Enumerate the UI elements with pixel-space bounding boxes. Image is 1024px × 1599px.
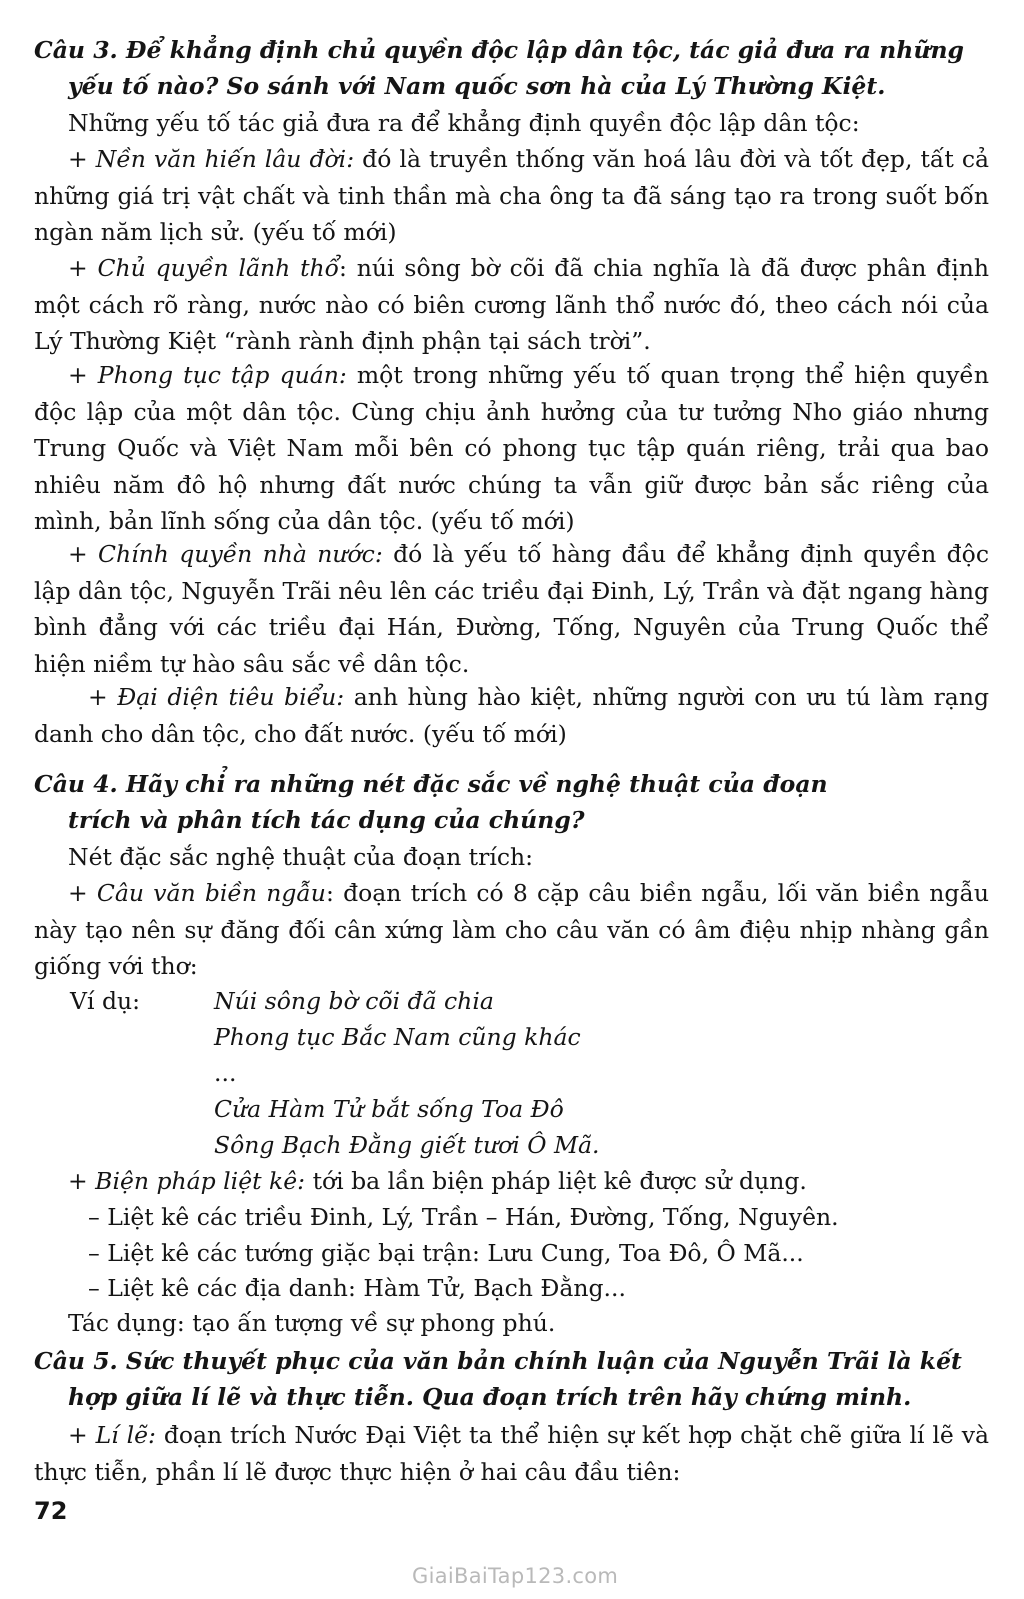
q4-effect: Tác dụng: tạo ấn tượng về sự phong phú. xyxy=(68,1309,556,1337)
q3-item-5: + Đại diện tiêu biểu: anh hùng hào kiệt, những người con ưu tú làm rạng danh cho dân tộc, cho đất nước. (yếu tố mới) xyxy=(34,683,989,748)
term: Câu văn biền ngẫu xyxy=(96,879,326,907)
verse-line: Sông Bạch Đằng giết tươi Ô Mã. xyxy=(214,1131,600,1159)
q4-intro: Nét đặc sắc nghệ thuật của đoạn trích: xyxy=(68,843,534,871)
question-3-line-1: Câu 3. Để khẳng định chủ quyền độc lập dân tộc, tác giả đưa ra những xyxy=(34,36,964,64)
term: Chủ quyền lãnh thổ xyxy=(97,254,340,282)
question-3-line-2: yếu tố nào? So sánh với Nam quốc sơn hà của Lý Thường Kiệt. xyxy=(68,72,886,100)
verse-line: Cửa Hàm Tử bắt sống Toa Đô xyxy=(214,1095,564,1123)
example-label: Ví dụ: xyxy=(70,987,141,1015)
q3-item-3: + Phong tục tập quán: một trong những yếu tố quan trọng thể hiện quyền độc lập của một dân tộc. Cùng chịu ảnh hưởng của tư tưởng Nho giáo nhưng Trung Quốc và Việt Nam mỗi bên có phong tục tập quán riêng, trải qua bao nhiêu năm đô hộ nhưng đất nước chúng ta vẫn giữ được bản sắc riêng của mình, bản lĩnh sống của dân tộc. (yếu tố mới) xyxy=(34,361,989,535)
verse-line: Núi sông bờ cõi đã chia xyxy=(214,987,494,1015)
q4-item-1: + Câu văn biền ngẫu: đoạn trích có 8 cặp câu biền ngẫu, lối văn biền ngẫu này tạo nên sự đăng đối cân xứng làm cho câu văn có âm điệu nhịp nhàng gần giống với thơ: xyxy=(34,879,990,980)
watermark: GiaiBaiTap123.com xyxy=(412,1564,619,1588)
term: Chính quyền nhà nước: xyxy=(98,540,383,568)
term: Lí lẽ: xyxy=(95,1421,156,1449)
term: Đại diện tiêu biểu: xyxy=(117,683,345,711)
question-3-heading xyxy=(34,32,994,104)
ellipsis: ... xyxy=(214,1059,237,1087)
page-number: 72 xyxy=(34,1497,68,1525)
term: Biện pháp liệt kê: xyxy=(95,1167,306,1195)
q3-intro: Những yếu tố tác giả đưa ra để khẳng định quyền độc lập dân tộc: xyxy=(68,109,860,137)
question-4-line-1: Câu 4. Hãy chỉ ra những nét đặc sắc về nghệ thuật của đoạn xyxy=(34,770,828,798)
q4-item-2: + Biện pháp liệt kê: tới ba lần biện pháp liệt kê được sử dụng. xyxy=(68,1167,807,1195)
list-item: – Liệt kê các địa danh: Hàm Tử, Bạch Đằng... xyxy=(88,1274,626,1302)
q5-item-1: + Lí lẽ: đoạn trích Nước Đại Việt ta thể hiện sự kết hợp chặt chẽ giữa lí lẽ và thực tiễn, phần lí lẽ được thực hiện ở hai câu đầu tiên: xyxy=(34,1421,989,1486)
list-item: – Liệt kê các triều Đinh, Lý, Trần – Hán, Đường, Tống, Nguyên. xyxy=(88,1203,839,1231)
q3-item-1: + Nền văn hiến lâu đời: đó là truyền thống văn hoá lâu đời và tốt đẹp, tất cả những giá trị vật chất và tinh thần mà cha ông ta đã sáng tạo ra trong suốt bốn ngàn năm lịch sử. (yếu tố mới) xyxy=(34,145,990,246)
q3-item-2: + Chủ quyền lãnh thổ: núi sông bờ cõi đã chia nghĩa là đã được phân định một cách rõ ràng, nước nào có biên cương lãnh thổ nước đó, theo cách nói của Lý Thường Kiệt “rành rành định phận tại sách trời”. xyxy=(34,254,989,355)
term: Nền văn hiến lâu đời: xyxy=(95,145,355,173)
example-verses xyxy=(214,983,600,1163)
question-5-line-2: hợp giữa lí lẽ và thực tiễn. Qua đoạn trích trên hãy chứng minh. xyxy=(68,1383,912,1411)
term: Phong tục tập quán: xyxy=(97,361,347,389)
list-item: – Liệt kê các tướng giặc bại trận: Lưu Cung, Toa Đô, Ô Mã... xyxy=(88,1239,804,1267)
question-5-line-1: Câu 5. Sức thuyết phục của văn bản chính luận của Nguyễn Trãi là kết xyxy=(34,1347,962,1375)
question-5-heading xyxy=(34,1343,994,1415)
verse-line: Phong tục Bắc Nam cũng khác xyxy=(214,1023,581,1051)
question-4-line-2: trích và phân tích tác dụng của chúng? xyxy=(68,806,585,834)
q3-item-4: + Chính quyền nhà nước: đó là yếu tố hàng đầu để khẳng định quyền độc lập dân tộc, Nguyễn Trãi nêu lên các triều đại Đinh, Lý, Trần và đặt ngang hàng bình đẳng với các triều đại Hán, Đường, Tống, Nguyên của Trung Quốc thể hiện niềm tự hào sâu sắc về dân tộc. xyxy=(34,540,989,678)
question-4-heading xyxy=(34,766,994,838)
